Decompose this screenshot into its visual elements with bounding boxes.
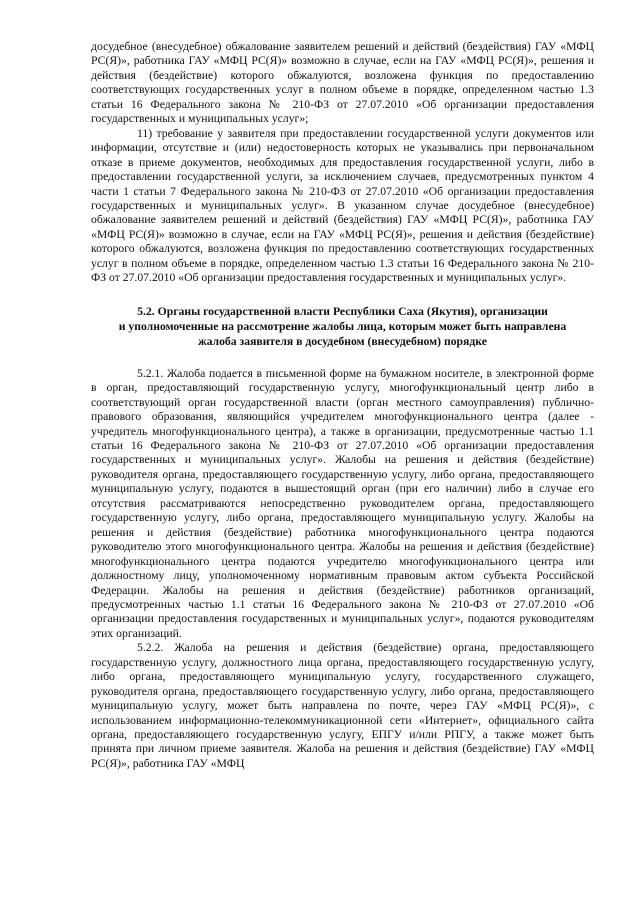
section-heading-line: и уполномоченные на рассмотрение жалобы лица, которым может быть направлена	[118, 319, 567, 333]
paragraph-5-2-2: 5.2.2. Жалоба на решения и действия (бездействие) органа, предоставляющего государственную услугу, должностного лица органа, предоставляющего государственную услугу, либо органа, предоставляющего муниципальную услугу, государственного служащего, руководителя органа, предоставляющего государственную услугу, либо органа, предоставляющего муниципальную услугу, может быть направлена по почте, через ГАУ «МФЦ РС(Я)», с использованием информационно-телекоммуникационной сети «Интернет», официального сайта органа, предоставляющего государственную услугу, ЕПГУ и/или РПГУ, а также может быть принята при личном приеме заявителя. Жалоба на решения и действия (бездействие) ГАУ «МФЦ РС(Я)», работника ГАУ «МФЦ	[91, 641, 594, 770]
section-heading-line: 5.2. Органы государственной власти Республики Саха (Якутия), организации	[137, 304, 548, 318]
paragraph-5-2-1: 5.2.1. Жалоба подается в письменной форме на бумажном носителе, в электронной форме в орган, предоставляющий государственную услугу, многофункциональный центр либо в соответствующий орган государственной власти (орган местного самоуправления) публично-правового образования, являющийся учредителем многофункционального центра (далее - учредитель многофункционального центра), а также в организации, предусмотренные частью 1.1 статьи 16 Федерального закона № 210-ФЗ от 27.07.2010 «Об организации предоставления государственных и муниципальных услуг». Жалобы на решения и действия (бездействие) руководителя органа, предоставляющего государственную услугу, либо органа, предоставляющего муниципальную услугу, подаются в вышестоящий орган (при его наличии) либо в случае его отсутствия рассматриваются непосредственно руководителем органа, предоставляющего государственную услугу, либо органа, предоставляющего муниципальную услугу. Жалобы на решения и действия (бездействие) работника многофункционального центра подаются руководителю этого многофункционального центра. Жалобы на решения и действия (бездействие) многофункционального центра подаются учредителю многофункционального центра или должностному лицу, уполномоченному нормативным правовым актом субъекта Российской Федерации. Жалобы на решения и действия (бездействие) работников организаций, предусмотренных частью 1.1 статьи 16 Федерального закона № 210-ФЗ от 27.07.2010 «Об организации предоставления государственных и муниципальных услуг», подаются руководителям этих организаций.	[91, 366, 594, 640]
section-heading-line: жалоба заявителя в досудебном (внесудебном) порядке	[198, 334, 487, 348]
paragraph-intro: досудебное (внесудебное) обжалование заявителем решений и действий (бездействия) ГАУ «МФЦ РС(Я)», работника ГАУ «МФЦ РС(Я)» возможно в случае, если на ГАУ «МФЦ РС(Я)», решения и действия (бездействие) которого обжалуются, возложена функция по предоставлению соответствующих государственных услуг в полном объеме в порядке, определенном частью 1.3 статьи 16 Федерального закона № 210-ФЗ от 27.07.2010 «Об организации предоставления государственных и муниципальных услуг»;	[91, 40, 594, 126]
paragraph-item-11: 11) требование у заявителя при предоставлении государственной услуги документов или информации, отсутствие и (или) недостоверность которых не указывались при первоначальном отказе в приеме документов, необходимых для предоставления государственной услуги, либо в предоставлении государственной услуги, за исключением случаев, предусмотренных пунктом 4 части 1 статьи 7 Федерального закона № 210-ФЗ от 27.07.2010 «Об организации предоставления государственных и муниципальных услуг». В указанном случае досудебное (внесудебное) обжалование заявителем решений и действий (бездействия) ГАУ «МФЦ РС(Я)», работника ГАУ «МФЦ РС(Я)» возможно в случае, если на ГАУ «МФЦ РС(Я)», решения и действия (бездействие) которого обжалуются, возложена функция по предоставлению соответствующих государственных услуг в полном объеме в порядке, определенном частью 1.3 статьи 16 Федерального закона № 210-ФЗ от 27.07.2010 «Об организации предоставления государственных и муниципальных услуг».	[91, 126, 594, 285]
document-page	[91, 40, 594, 771]
section-heading-5-2	[91, 304, 594, 349]
